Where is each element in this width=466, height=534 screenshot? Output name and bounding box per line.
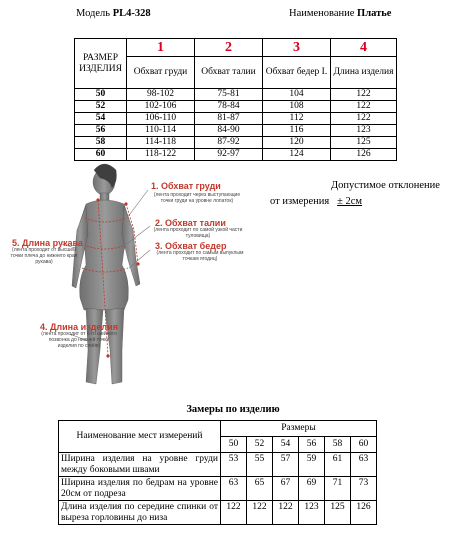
size-cell: 58 <box>75 137 127 149</box>
sizes-header: Размеры <box>221 421 377 437</box>
product-measurements-title: Замеры по изделию <box>186 404 280 415</box>
label-sleeve: 5. Длина рукава <box>12 238 83 248</box>
size-cell: 56 <box>75 125 127 137</box>
size-col-header: РАЗМЕР ИЗДЕЛИЯ <box>75 39 127 89</box>
measurement-cell: 112 <box>263 113 331 125</box>
measurement-value: 122 <box>273 501 299 525</box>
measurement-cell: 78-84 <box>195 101 263 113</box>
col-number-3: 3 <box>263 39 331 57</box>
note-chest: (лента проходит через выступающие точки груди на уровне лопаток) <box>153 192 241 204</box>
measurement-cell: 116 <box>263 125 331 137</box>
size-header-cell: 56 <box>299 437 325 453</box>
product-measurements-table <box>58 420 377 525</box>
size-row <box>75 125 397 137</box>
measurement-row <box>59 501 377 525</box>
size-cell: 60 <box>75 149 127 161</box>
size-chart-table <box>74 38 397 161</box>
note-sleeve: (лента проходит от высшей точки плеча до нижнего края рукава) <box>10 247 78 265</box>
note-length: (лента проходит от 6-го шейного позвонка до нижней точки изделия по спине) <box>41 331 117 349</box>
measurement-name: Ширина изделия на уровне груди между боковыми швами <box>59 453 221 477</box>
measurement-value: 57 <box>273 453 299 477</box>
measurement-value: 73 <box>351 477 377 501</box>
measurement-cell: 106-110 <box>127 113 195 125</box>
size-header-cell: 58 <box>325 437 351 453</box>
header-hips: Обхват бедер I. <box>263 57 331 89</box>
measurement-row <box>59 453 377 477</box>
measurement-name: Ширина изделия по бедрам на уровне 20см от подреза <box>59 477 221 501</box>
size-cell: 50 <box>75 89 127 101</box>
header-chest: Обхват груди <box>127 57 195 89</box>
col-number-1: 1 <box>127 39 195 57</box>
col-number-2: 2 <box>195 39 263 57</box>
measurement-cell: 114-118 <box>127 137 195 149</box>
measurement-value: 126 <box>351 501 377 525</box>
size-header-cell: 60 <box>351 437 377 453</box>
measurement-cell: 124 <box>263 149 331 161</box>
measurement-cell: 120 <box>263 137 331 149</box>
measurement-row <box>59 477 377 501</box>
note-hips: (лента проходит по самым выпуклым точкам ягодиц) <box>156 250 244 262</box>
size-row <box>75 149 397 161</box>
size-header-cell: 52 <box>247 437 273 453</box>
measurement-cell: 104 <box>263 89 331 101</box>
measurement-cell: 87-92 <box>195 137 263 149</box>
woman-silhouette <box>72 164 140 384</box>
measurement-cell: 122 <box>331 113 397 125</box>
size-header-cell: 54 <box>273 437 299 453</box>
measurement-value: 123 <box>299 501 325 525</box>
col-number-4: 4 <box>331 39 397 57</box>
measurement-cell: 75-81 <box>195 89 263 101</box>
measurement-cell: 102-106 <box>127 101 195 113</box>
measurement-name: Длина изделия по середине спинки от выреза горловины до низа <box>59 501 221 525</box>
measurement-value: 71 <box>325 477 351 501</box>
label-waist: 2. Обхват талии <box>155 218 226 228</box>
measurement-value: 122 <box>221 501 247 525</box>
measurement-value: 125 <box>325 501 351 525</box>
size-cell: 54 <box>75 113 127 125</box>
measurement-value: 65 <box>247 477 273 501</box>
size-row <box>75 101 397 113</box>
note-waist: (лента проходит по самой узкой части туловища) <box>153 227 243 239</box>
tolerance-line1: Допустимое отклонение <box>331 180 440 191</box>
measurement-value: 67 <box>273 477 299 501</box>
measurement-cell: 122 <box>331 89 397 101</box>
measurement-cell: 98-102 <box>127 89 195 101</box>
measurement-value: 61 <box>325 453 351 477</box>
size-header-cell: 50 <box>221 437 247 453</box>
label-hips: 3. Обхват бедер <box>155 241 227 251</box>
label-chest: 1. Обхват груди <box>151 181 221 191</box>
size-row <box>75 113 397 125</box>
header-waist: Обхват талии <box>195 57 263 89</box>
label-length: 4. Длина изделия <box>40 322 118 332</box>
measurement-value: 55 <box>247 453 273 477</box>
measurement-cell: 118-122 <box>127 149 195 161</box>
measurement-cell: 84-90 <box>195 125 263 137</box>
model-line: Модель PL4-328 <box>76 8 151 19</box>
size-row <box>75 137 397 149</box>
size-cell: 52 <box>75 101 127 113</box>
measurement-cell: 126 <box>331 149 397 161</box>
product-name-line: Наименование Платье <box>289 8 392 19</box>
measurement-value: 63 <box>221 477 247 501</box>
measurement-value: 122 <box>247 501 273 525</box>
size-row <box>75 89 397 101</box>
measurement-cell: 110-114 <box>127 125 195 137</box>
measurement-cell: 122 <box>331 101 397 113</box>
measurement-value: 53 <box>221 453 247 477</box>
measurement-cell: 92-97 <box>195 149 263 161</box>
col1-header: Наименование мест измерений <box>59 421 221 453</box>
tolerance-line2: от измерения ± 2см <box>270 196 363 207</box>
measurement-cell: 81-87 <box>195 113 263 125</box>
measurement-cell: 125 <box>331 137 397 149</box>
measurement-cell: 123 <box>331 125 397 137</box>
document-header <box>0 8 466 24</box>
measurement-cell: 108 <box>263 101 331 113</box>
measurement-value: 59 <box>299 453 325 477</box>
measurement-value: 63 <box>351 453 377 477</box>
measurement-value: 69 <box>299 477 325 501</box>
header-length: Длина изделия <box>331 57 397 89</box>
